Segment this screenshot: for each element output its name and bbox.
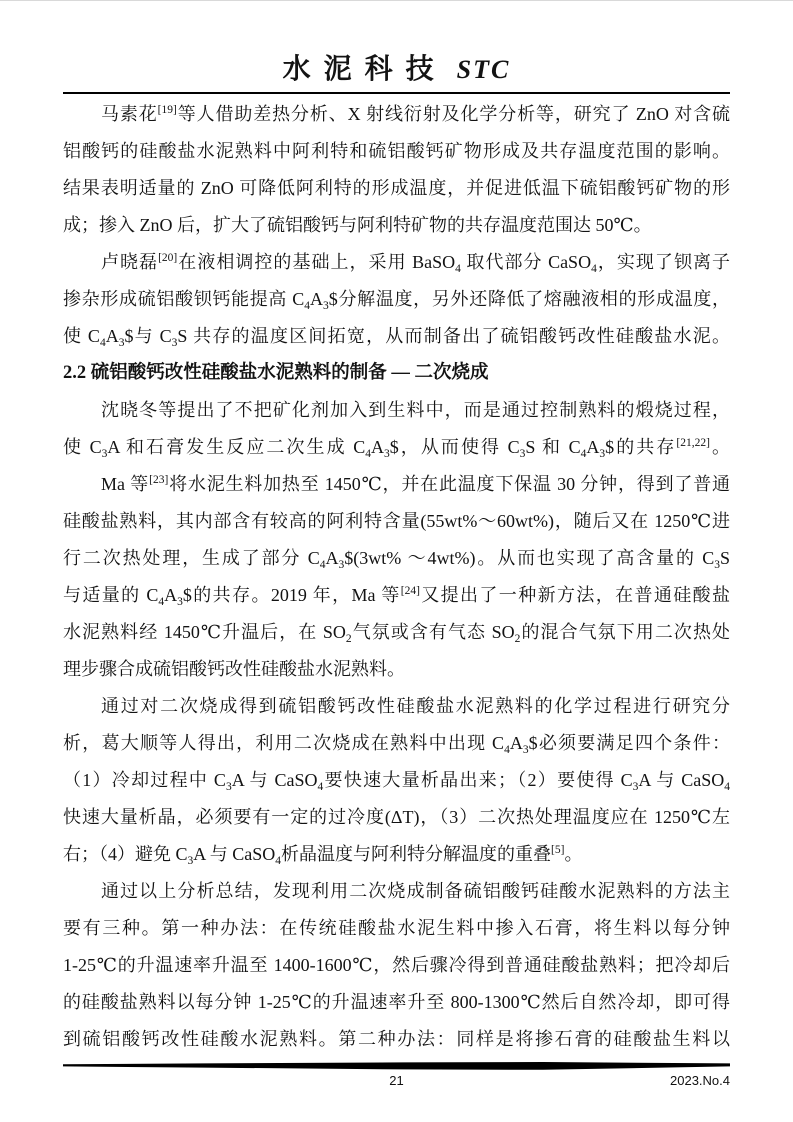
text-run: 。 (709, 437, 730, 457)
text-line (63, 466, 730, 503)
chemical-subscript: 4 (504, 744, 510, 756)
text-line (63, 836, 730, 873)
text-line (63, 429, 730, 466)
chemical-subscript: 2 (514, 633, 521, 645)
chemical-subscript: 3 (177, 596, 183, 608)
text-line (63, 725, 730, 762)
text-run: 。 (564, 844, 583, 864)
text-run: 快速大量析晶，必须要有一定的过冷度(ΔT)，（3）二次热处理温度应在 1250℃左 (63, 807, 730, 827)
text-run: 又提出了一种新方法，在普通硅酸盐 (419, 585, 730, 605)
chemical-subscript: 3 (187, 855, 194, 867)
text-line (63, 281, 730, 318)
document-body (63, 96, 730, 1058)
chemical-subscript: 4 (99, 337, 106, 349)
text-run: 铝酸钙的硅酸盐水泥熟料中阿利特和硫铝酸钙矿物形成及共存温度范围的影响。 (63, 141, 730, 161)
text-line (63, 577, 730, 614)
text-run: 通过对二次烧成得到硫铝酸钙改性硅酸盐水泥熟料的化学过程进行研究分 (101, 696, 730, 716)
text-run: A (509, 733, 523, 753)
issue-label: 2023.No.4 (670, 1073, 730, 1088)
text-line (63, 984, 730, 1021)
text-line (63, 947, 730, 984)
text-run: $的共存 (605, 437, 677, 457)
text-line (63, 96, 730, 133)
text-run: 1-25℃的升温速率升温至 1400-1600℃，然后骤冷得到普通硅酸盐熟料；把冷却后 (63, 955, 730, 975)
text-run: $必须要满足四个条件： (528, 733, 730, 753)
chemical-subscript: 4 (580, 448, 587, 460)
text-run: 掺杂形成硫铝酸钡钙能提高 C (63, 289, 305, 309)
text-run: A (105, 326, 119, 346)
chemical-subscript: 3 (519, 448, 526, 460)
text-run: 到硫铝酸钙改性硅酸水泥熟料。第二种办法：同样是将掺石膏的硅酸盐生料以 (63, 1029, 730, 1049)
footer-rule-line (63, 1062, 730, 1070)
text-line (63, 540, 730, 577)
journal-title-chinese: 水泥科技 (282, 54, 447, 85)
text-run: （1）冷却过程中 C (63, 770, 226, 790)
chemical-subscript: 4 (724, 781, 730, 793)
text-run: A (310, 289, 324, 309)
page-number: 21 (389, 1073, 404, 1088)
text-run: 析，葛大顺等人得出，利用二次烧成在熟料中出现 C (63, 733, 505, 753)
text-run: Ma 等 (101, 474, 150, 494)
text-line (63, 762, 730, 799)
page-footer (63, 1071, 730, 1091)
text-run: A 与 CaSO (638, 770, 725, 790)
text-run: S (719, 548, 730, 568)
paragraph (63, 96, 730, 244)
chemical-subscript: 4 (591, 263, 597, 275)
reference-superscript: [23] (149, 474, 169, 486)
text-run: 马素花 (101, 104, 158, 124)
section-heading (63, 355, 730, 392)
chemical-subscript: 3 (338, 559, 345, 571)
text-run: $与 C (124, 326, 172, 346)
text-run: $(3wt% ～4wt%)。从而也实现了高含量的 C (344, 548, 715, 568)
text-run: 与适量的 C (63, 585, 159, 605)
text-run: $的共存。2019 年，Ma 等 (182, 585, 401, 605)
paragraph (63, 392, 730, 466)
chemical-subscript: 4 (275, 855, 282, 867)
text-run: S 和 C (525, 437, 581, 457)
text-line (63, 873, 730, 910)
chemical-subscript: 3 (714, 559, 720, 571)
text-line (63, 133, 730, 170)
text-line (63, 244, 730, 281)
text-line (63, 503, 730, 540)
header-rule (63, 92, 730, 94)
text-line (63, 1021, 730, 1058)
text-run: 卢晓磊 (101, 252, 159, 272)
text-line (63, 170, 730, 207)
chemical-subscript: 4 (365, 448, 371, 460)
text-run: 等人借助差热分析、X 射线衍射及化学分析等，研究了 ZnO 对含硫 (176, 104, 730, 124)
chemical-subscript: 3 (632, 781, 639, 793)
text-run: 行二次热处理，生成了部分 C (63, 548, 320, 568)
text-run: 硅酸盐熟料，其内部含有较高的阿利特含量(55wt%～60wt%)，随后又在 1250℃进 (63, 511, 730, 531)
text-run: ，实现了钡离子 (596, 252, 730, 272)
chemical-subscript: 3 (171, 337, 178, 349)
paragraph (63, 873, 730, 1058)
chemical-subscript: 4 (304, 300, 311, 312)
text-run: 的硅酸盐熟料以每分钟 1-25℃的升温速率升至 800-1300℃然后自然冷却，即可得 (63, 992, 730, 1012)
text-run: S 共存的温度区间拓宽，从而制备出了硫铝酸钙改性硅酸盐水泥。 (177, 326, 730, 346)
chemical-subscript: 4 (317, 781, 324, 793)
text-run: 在液相调控的基础上，采用 BaSO (177, 252, 456, 272)
chemical-subscript: 3 (383, 448, 390, 460)
chemical-subscript: 3 (101, 448, 108, 460)
chemical-subscript: 2 (345, 633, 352, 645)
text-run: 要快速大量析晶出来；（2）要使得 C (323, 770, 633, 790)
text-line (63, 910, 730, 947)
paragraph (63, 466, 730, 688)
text-line (63, 614, 730, 651)
text-line (63, 207, 730, 244)
journal-header (63, 1, 730, 87)
text-run: A (370, 437, 384, 457)
paragraph (63, 688, 730, 873)
text-run: A 与 CaSO (193, 844, 276, 864)
text-run: A (325, 548, 339, 568)
text-line (63, 799, 730, 836)
text-run: $分解温度，另外还降低了熔融液相的形成温度， (328, 289, 730, 309)
footer-rule (63, 1062, 730, 1070)
text-run: 使 C (63, 326, 100, 346)
text-line (63, 392, 730, 429)
reference-superscript: [24] (400, 585, 420, 597)
text-line (63, 688, 730, 725)
text-run: 沈晓冬等提出了不把矿化剂加入到生料中，而是通过控制熟料的煅烧过程， (101, 400, 730, 420)
text-run: A 和石膏发生反应二次生成 C (107, 437, 366, 457)
paragraph (63, 244, 730, 355)
text-run: 使 C (63, 437, 102, 457)
chemical-subscript: 3 (225, 781, 232, 793)
text-run: 的混合气氛下用二次热处 (520, 622, 730, 642)
journal-title-abbr: STC (456, 55, 511, 84)
text-run: A 与 CaSO (231, 770, 318, 790)
text-run: 右；（4）避免 C (63, 844, 188, 864)
reference-superscript: [21,22] (676, 437, 710, 449)
chemical-subscript: 4 (158, 596, 165, 608)
text-run: 成；掺入 ZnO 后，扩大了硫铝酸钙与阿利特矿物的共存温度范围达 50℃。 (63, 215, 652, 235)
text-run: 将水泥生料加热至 1450℃，并在此温度下保温 30 分钟，得到了普通 (168, 474, 730, 494)
text-line (63, 355, 730, 392)
text-run: 气氛或含有气态 SO (351, 622, 515, 642)
text-run: 取代部分 CaSO (460, 252, 592, 272)
text-run: A (586, 437, 600, 457)
text-line (63, 318, 730, 355)
text-run: $，从而使得 C (389, 437, 520, 457)
chemical-subscript: 4 (455, 263, 461, 275)
text-run: 通过以上分析总结，发现利用二次烧成制备硫铝酸钙硅酸水泥熟料的方法主 (101, 881, 730, 901)
text-run: 水泥熟料经 1450℃升温后，在 SO (63, 622, 346, 642)
text-line (63, 651, 730, 688)
chemical-subscript: 4 (319, 559, 326, 571)
chemical-subscript: 3 (118, 337, 125, 349)
chemical-subscript: 3 (599, 448, 606, 460)
chemical-subscript: 3 (323, 300, 329, 312)
reference-superscript: [20] (158, 252, 178, 264)
text-run: A (164, 585, 178, 605)
chemical-subscript: 3 (522, 744, 529, 756)
reference-superscript: [19] (157, 104, 177, 116)
text-run: 2.2 硫铝酸钙改性硅酸盐水泥熟料的制备 — 二次烧成 (63, 363, 489, 383)
reference-superscript: [5] (551, 844, 565, 856)
text-run: 结果表明适量的 ZnO 可降低阿利特的形成温度，并促进低温下硫铝酸钙矿物的形 (63, 178, 730, 198)
text-run: 要有三种。第一种办法：在传统硅酸盐水泥生料中掺入石膏，将生料以每分钟 (63, 918, 730, 938)
text-run: 理步骤合成硫铝酸钙改性硅酸盐水泥熟料。 (63, 659, 405, 679)
text-run: 析晶温度与阿利特分解温度的重叠 (281, 844, 552, 864)
